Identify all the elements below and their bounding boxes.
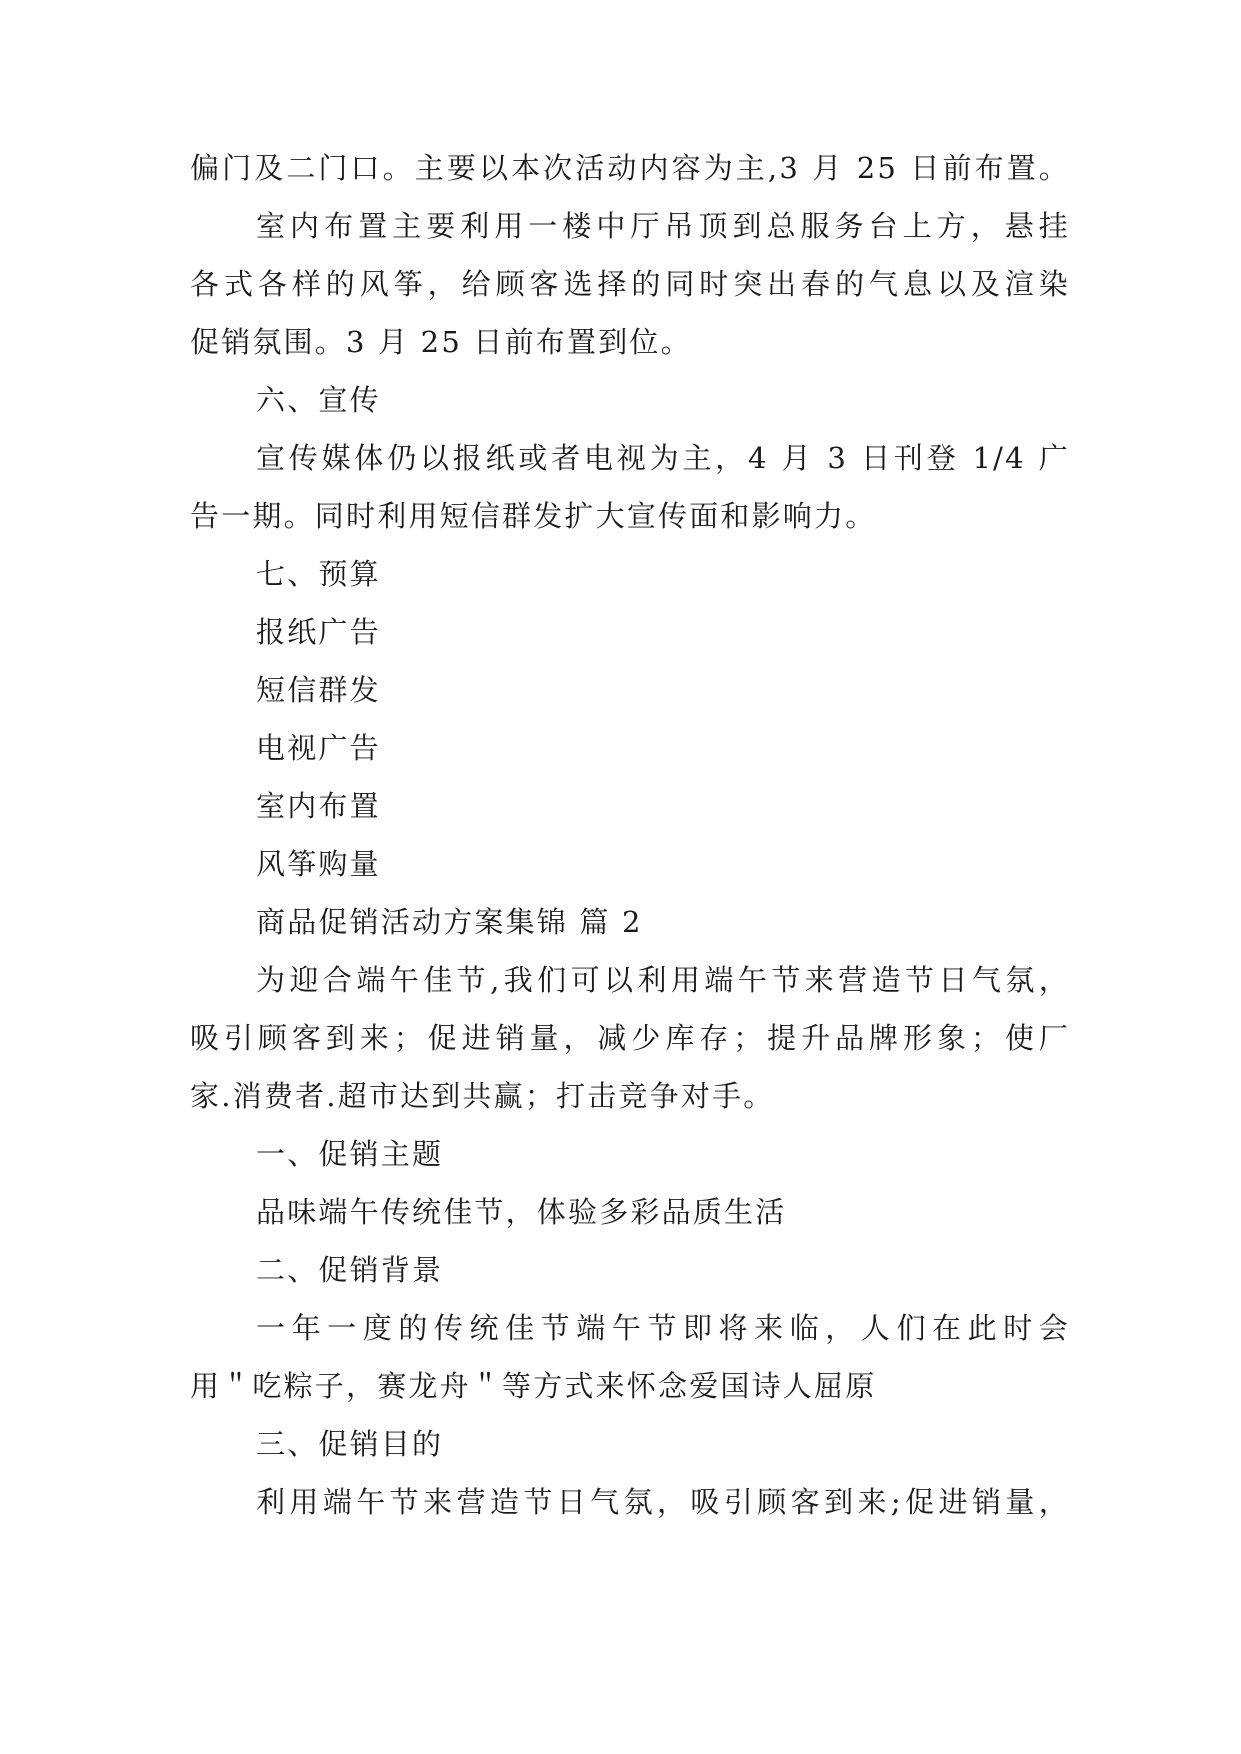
list-item: 报纸广告 [256, 615, 381, 649]
list-item: 短信群发 [256, 673, 381, 707]
section-heading: 一、促销主题 [256, 1137, 444, 1171]
section-heading: 七、预算 [256, 557, 381, 591]
paragraph-line: 告一期。同时利用短信群发扩大宣传面和影响力。 [190, 499, 877, 533]
paragraph-line: 室内布置主要利用一楼中厅吊顶到总服务台上方，悬挂 [256, 209, 1070, 243]
section-heading: 二、促销背景 [256, 1253, 444, 1287]
paragraph-line: 品味端午传统佳节，体验多彩品质生活 [256, 1195, 787, 1229]
paragraph-line: 各式各样的风筝，给顾客选择的同时突出春的气息以及渲染 [190, 267, 1070, 301]
paragraph-line: 促销氛围。3 月 25 日前布置到位。 [190, 325, 692, 359]
section-heading: 三、促销目的 [256, 1427, 444, 1461]
paragraph-line: 一年一度的传统佳节端午节即将来临，人们在此时会 [256, 1311, 1070, 1345]
paragraph-line: 偏门及二门口。主要以本次活动内容为主,3 月 25 日前布置。 [190, 151, 1070, 185]
list-item: 室内布置 [256, 789, 381, 823]
list-item: 风筝购量 [256, 847, 381, 881]
paragraph-line: 用＂吃粽子，赛龙舟＂等方式来怀念爱国诗人屈原 [190, 1369, 877, 1403]
article-title: 商品促销活动方案集锦 篇 2 [256, 905, 643, 939]
paragraph-line: 吸引顾客到来；促进销量，减少库存；提升品牌形象；使厂 [190, 1021, 1070, 1055]
paragraph-line: 宣传媒体仍以报纸或者电视为主，4 月 3 日刊登 1/4 广 [256, 441, 1070, 475]
paragraph-line: 家.消费者.超市达到共赢；打击竞争对手。 [190, 1079, 775, 1113]
section-heading: 六、宣传 [256, 383, 381, 417]
paragraph-line: 利用端午节来营造节日气氛，吸引顾客到来;促进销量， [256, 1485, 1070, 1519]
list-item: 电视广告 [256, 731, 381, 765]
paragraph-line: 为迎合端午佳节,我们可以利用端午节来营造节日气氛， [256, 963, 1070, 997]
